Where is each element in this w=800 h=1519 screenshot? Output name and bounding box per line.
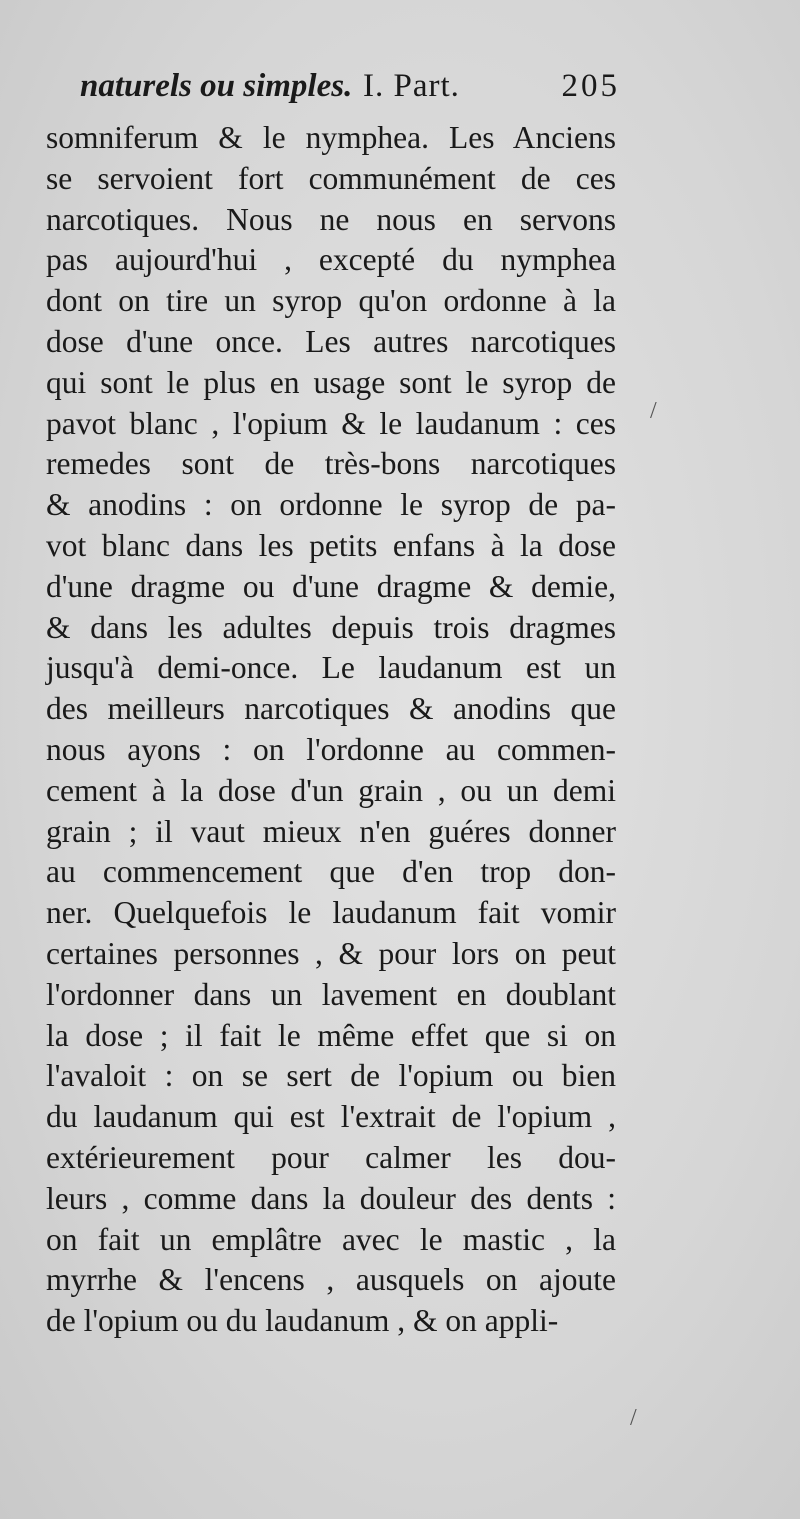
text-line: narcotiques. Nous ne nous en servons (46, 201, 616, 237)
text-line: ner. Quelquefois le laudanum fait vomir (46, 895, 616, 931)
text-line: l'avaloit : on se sert de l'opium ou bien (46, 1058, 616, 1094)
text-line: & anodins : on ordonne le syrop de pa- (46, 487, 616, 523)
text-line: pavot blanc , l'opium & le laudanum : ces (46, 405, 616, 441)
text-line: de l'opium ou du laudanum , & on appli- (46, 1303, 559, 1339)
text-line: cement à la dose d'un grain , ou un demi (46, 772, 616, 808)
text-line: l'ordonner dans un lavement en doublant (46, 976, 616, 1012)
text-line: du laudanum qui est l'extrait de l'opium , (46, 1099, 616, 1135)
text-line: vot blanc dans les petits enfans à la dose (46, 527, 616, 563)
body-text (46, 118, 616, 1342)
text-line: myrrhe & l'encens , ausquels on ajoute (46, 1262, 616, 1298)
text-line: & dans les adultes depuis trois dragmes (46, 609, 616, 645)
text-line: on fait un emplâtre avec le mastic , la (46, 1221, 616, 1257)
stray-pen-mark: / (650, 398, 657, 424)
text-line: grain ; il vaut mieux n'en guéres donner (46, 813, 616, 849)
text-line: certaines personnes , & pour lors on peut (46, 935, 616, 971)
part-label: I. Part. (363, 68, 460, 104)
text-line: jusqu'à demi-once. Le laudanum est un (46, 650, 616, 686)
running-title: naturels ou simples. (80, 68, 353, 104)
text-line: d'une dragme ou d'une dragme & demie, (46, 568, 616, 604)
page-header (80, 68, 620, 116)
text-line: leurs , comme dans la douleur des dents : (46, 1180, 616, 1216)
text-line: pas aujourd'hui , excepté du nymphea (46, 242, 616, 278)
page-number: 205 (561, 68, 620, 104)
text-line: nous ayons : on l'ordonne au commen- (46, 731, 616, 767)
text-line: dont on tire un syrop qu'on ordonne à la (46, 283, 616, 319)
text-line: qui sont le plus en usage sont le syrop de (46, 364, 616, 400)
text-line: des meilleurs narcotiques & anodins que (46, 691, 616, 727)
stray-pen-mark: / (630, 1405, 637, 1431)
text-line: extérieurement pour calmer les dou- (46, 1139, 616, 1175)
text-line: remedes sont de très-bons narcotiques (46, 446, 616, 482)
text-line: la dose ; il fait le même effet que si on (46, 1017, 616, 1053)
text-line: se servoient fort communément de ces (46, 160, 616, 196)
text-line: somniferum & le nymphea. Les Anciens (46, 120, 616, 155)
text-line: au commencement que d'en trop don- (46, 854, 616, 890)
text-line: dose d'une once. Les autres narcotiques (46, 323, 616, 359)
